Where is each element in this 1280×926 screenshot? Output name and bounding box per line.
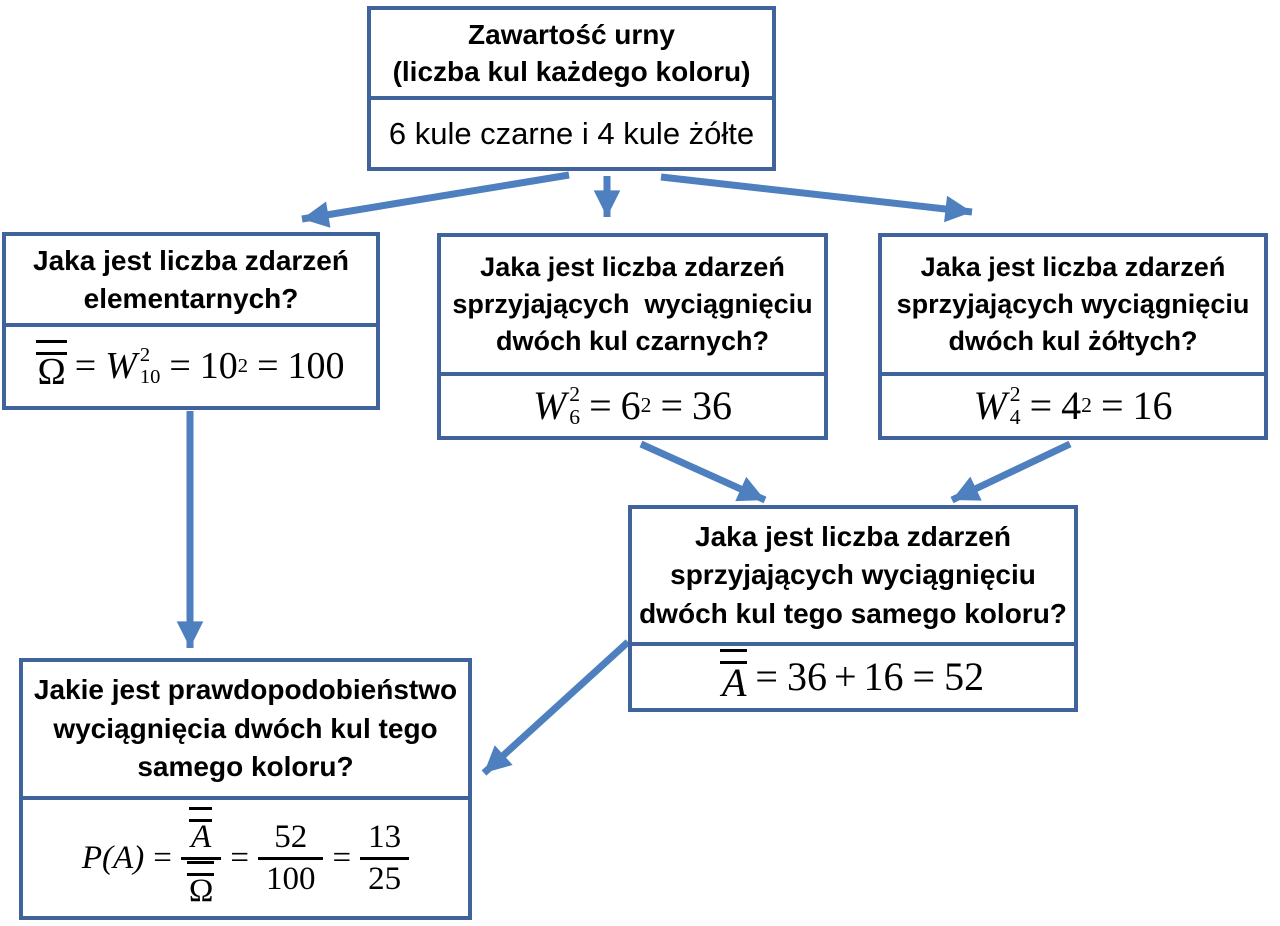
elementary-events-formula: Ω = W 2 10 = 10 2 = 100 (38, 340, 345, 394)
same-color-pairs-box (628, 505, 1078, 712)
probability-formula: P(A) = $\frac{A}{\Omega}$ = $\frac{52}{100}$ = $\frac{13}{25}$ (82, 806, 409, 910)
urn-title-line-1: Zawartość urny (468, 18, 675, 50)
black-pairs-formula: W 2 6 = 6 2 = 36 (532, 381, 733, 429)
prob-title-line-3: samego koloru? (137, 751, 354, 783)
urn-contents-box (367, 6, 776, 171)
event-over-omega-fraction (181, 806, 222, 910)
sum-title-line-2: sprzyjających wyciągnięciu (670, 559, 1036, 591)
a-double-overline: A (722, 649, 746, 705)
fraction-13-25: $\frac{13}{25}$ (360, 818, 409, 898)
black-pairs-title (441, 237, 824, 376)
black-pairs-box (437, 233, 828, 440)
arrow-urn-to-elementary (302, 175, 569, 219)
prob-title-line-2: wyciągnięcia dwóch kul tego (53, 712, 438, 744)
yellow-title-line-1: Jaka jest liczba zdarzeń (920, 251, 1226, 282)
arrow-black-to-sum (641, 444, 765, 500)
omega-double-overline: Ω (38, 340, 66, 394)
sum-title-line-3: dwóch kul tego samego koloru? (639, 597, 1067, 629)
black-title-line-3: dwóch kul czarnych? (495, 326, 770, 357)
yellow-pairs-title (882, 237, 1264, 376)
black-title-line-2: sprzyjających wyciągnięciu (452, 288, 813, 319)
elementary-title-line-1: Jaka jest liczba zdarzeń (33, 244, 349, 276)
fraction-52-100: $\frac{52}{100}$ (258, 818, 324, 898)
yellow-pairs-box (878, 233, 1268, 440)
probability-box (19, 658, 472, 920)
urn-contents-text: 6 kule czarne i 4 kule żółte (388, 115, 755, 151)
elementary-events-box (2, 232, 380, 410)
black-title-line-1: Jaka jest liczba zdarzeń (480, 251, 785, 282)
probability-title (23, 662, 468, 800)
arrow-urn-to-yellow (661, 177, 972, 212)
urn-contents-title (371, 10, 772, 100)
sum-title-line-1: Jaka jest liczba zdarzeń (695, 520, 1011, 552)
urn-title-line-2: (liczba kul każdego koloru) (392, 56, 751, 87)
same-color-pairs-title (632, 509, 1074, 646)
prob-title-line-1: Jakie jest prawdopodobieństwo (33, 674, 458, 706)
same-color-pairs-formula: A = 36 + 16 = 52 (722, 649, 984, 705)
a-double-overline: A (191, 807, 211, 855)
yellow-title-line-2: sprzyjających wyciągnięciu (896, 288, 1250, 319)
elementary-title-line-2: elementarnych? (83, 282, 299, 314)
yellow-title-line-3: dwóch kul żółtych? (948, 326, 1198, 357)
elementary-events-title (6, 236, 376, 327)
omega-double-overline: Ω (189, 861, 214, 909)
arrow-yellow-to-sum (952, 444, 1070, 500)
arrow-sum-to-probability (484, 642, 628, 773)
yellow-pairs-formula: W 2 4 = 4 2 = 16 (973, 381, 1173, 429)
urn-contents-value (371, 100, 772, 167)
